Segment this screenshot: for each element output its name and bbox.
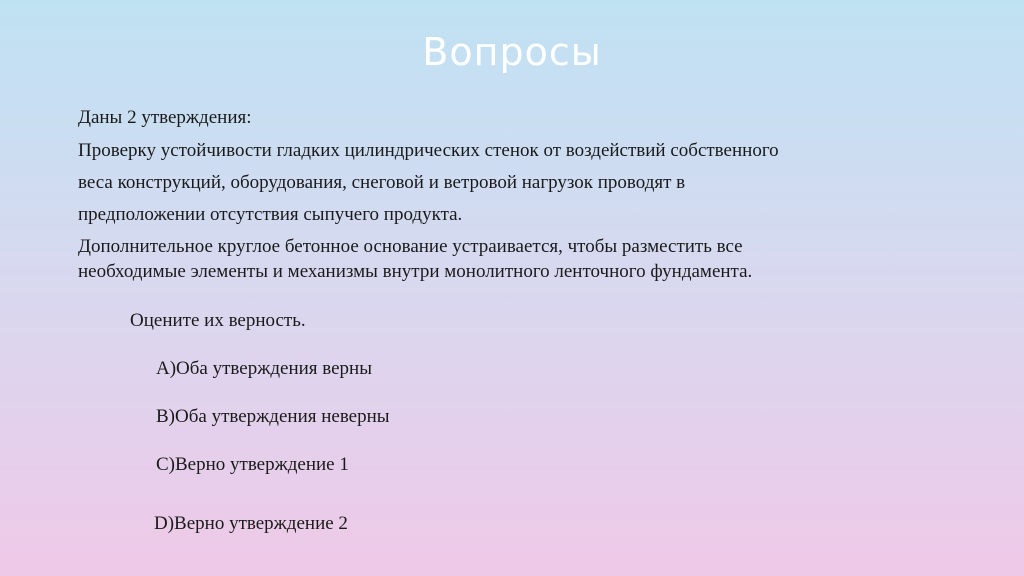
slide-title: Вопросы xyxy=(422,30,602,74)
intro-text: Даны 2 утверждения: xyxy=(78,107,252,128)
answer-option-b[interactable]: B)Оба утверждения неверны xyxy=(156,406,390,427)
statement-1-line-3: предположении отсутствия сыпучего продукта. xyxy=(78,204,463,225)
statement-2-line-1: Дополнительное круглое бетонное основание устраивается, чтобы разместить все xyxy=(78,236,743,257)
statement-1-line-2: веса конструкций, оборудования, снеговой и ветровой нагрузок проводят в xyxy=(78,172,686,193)
statement-1-line-1: Проверку устойчивости гладких цилиндрических стенок от воздействий собственного xyxy=(78,140,779,161)
answer-option-c[interactable]: C)Верно утверждение 1 xyxy=(156,454,349,475)
question-prompt: Оцените их верность. xyxy=(130,310,306,331)
answer-option-d[interactable]: D)Верно утверждение 2 xyxy=(154,513,348,534)
answer-option-a[interactable]: А)Оба утверждения верны xyxy=(156,358,372,379)
statement-2-line-2: необходимые элементы и механизмы внутри монолитного ленточного фундамента. xyxy=(78,261,753,282)
